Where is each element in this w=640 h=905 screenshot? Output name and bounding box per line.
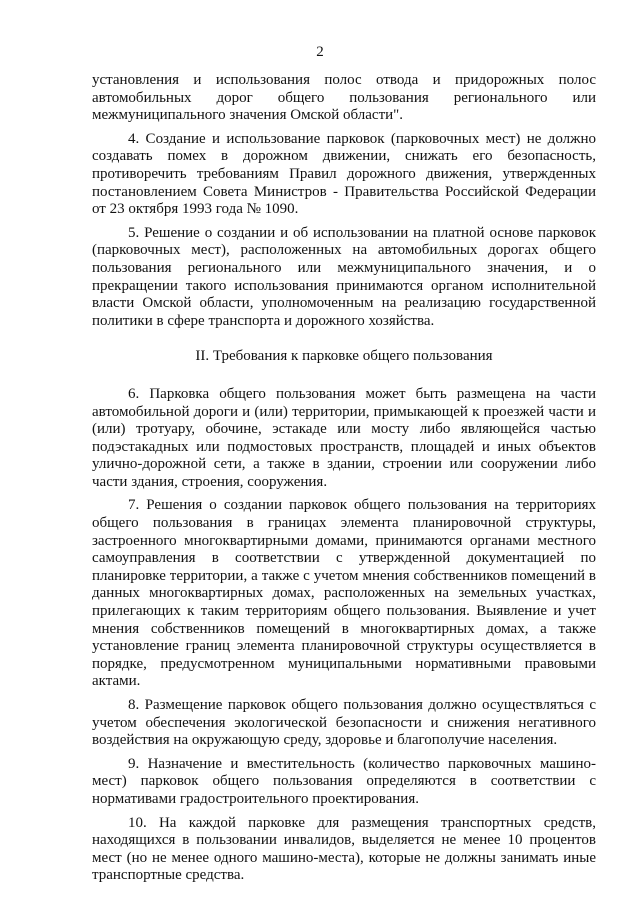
- paragraph-continuation: установления и использования полос отвода и придорожных полос автомобильных дорог общего пользования регионального или межмуниципального значения Омской области".: [92, 72, 596, 124]
- paragraph-8: 8. Размещение парковок общего пользования должно осуществляться с учетом обеспечения экологической безопасности и снижения негативного воздействия на окружающую среду, здоровье и благополучие населения.: [92, 697, 596, 749]
- paragraph-10: 10. На каждой парковке для размещения транспортных средств, находящихся в пользовании инвалидов, выделяется не менее 10 процентов мест (но не менее одного машино-места), которые не должны занимать иные транспортные средства.: [92, 814, 596, 884]
- paragraph-4: 4. Создание и использование парковок (парковочных мест) не должно создавать помех в дорожном движении, снижать его безопасность, противоречить требованиям Правил дорожного движения, утвержденных постановлением Совета Министров - Правительства Российской Федерации от 23 октября 1993 года № 1090.: [92, 130, 596, 218]
- paragraph-6: 6. Парковка общего пользования может быть размещена на части автомобильной дороги и (или) территории, примыкающей к проезжей части и (или) тротуару, обочине, эстакаде или мосту либо являющейся частью подэстакадных или подмостовых пространств, площадей и иных объектов улично-дорожной сети, а также в здании, строении или сооружении либо части здания, строения, сооружения.: [92, 385, 596, 490]
- page-number: 2: [316, 44, 324, 60]
- paragraph-9: 9. Назначение и вместительность (количество парковочных машино-мест) парковок общего пользования определяются в соответствии с нормативами градостроительного проектирования.: [92, 755, 596, 807]
- document-body: [92, 72, 596, 891]
- paragraph-7: 7. Решения о создании парковок общего пользования на территориях общего пользования в границах элемента планировочной структуры, застроенного многоквартирными домами, принимаются органами местного самоуправления в соответствии с утвержденной документацией по планировке территории, а также с учетом мнения собственников помещений в данных многоквартирных домах, расположенных на земельных участках, прилегающих к таким территориям общего пользования. Выявление и учет мнения собственников помещений в многоквартирных домах, а также установление границ элемента планировочной структуры осуществляется в порядке, предусмотренном муниципальными нормативными правовыми актами.: [92, 497, 596, 690]
- paragraph-5: 5. Решение о создании и об использовании на платной основе парковок (парковочных мест), расположенных на автомобильных дорогах общего пользования регионального или межмуниципального значения, и о прекращении такого использования принимаются органом исполнительной власти Омской области, уполномоченным на реализацию государственной политики в сфере транспорта и дорожного хозяйства.: [92, 224, 596, 329]
- section-heading: II. Требования к парковке общего пользования: [195, 348, 493, 365]
